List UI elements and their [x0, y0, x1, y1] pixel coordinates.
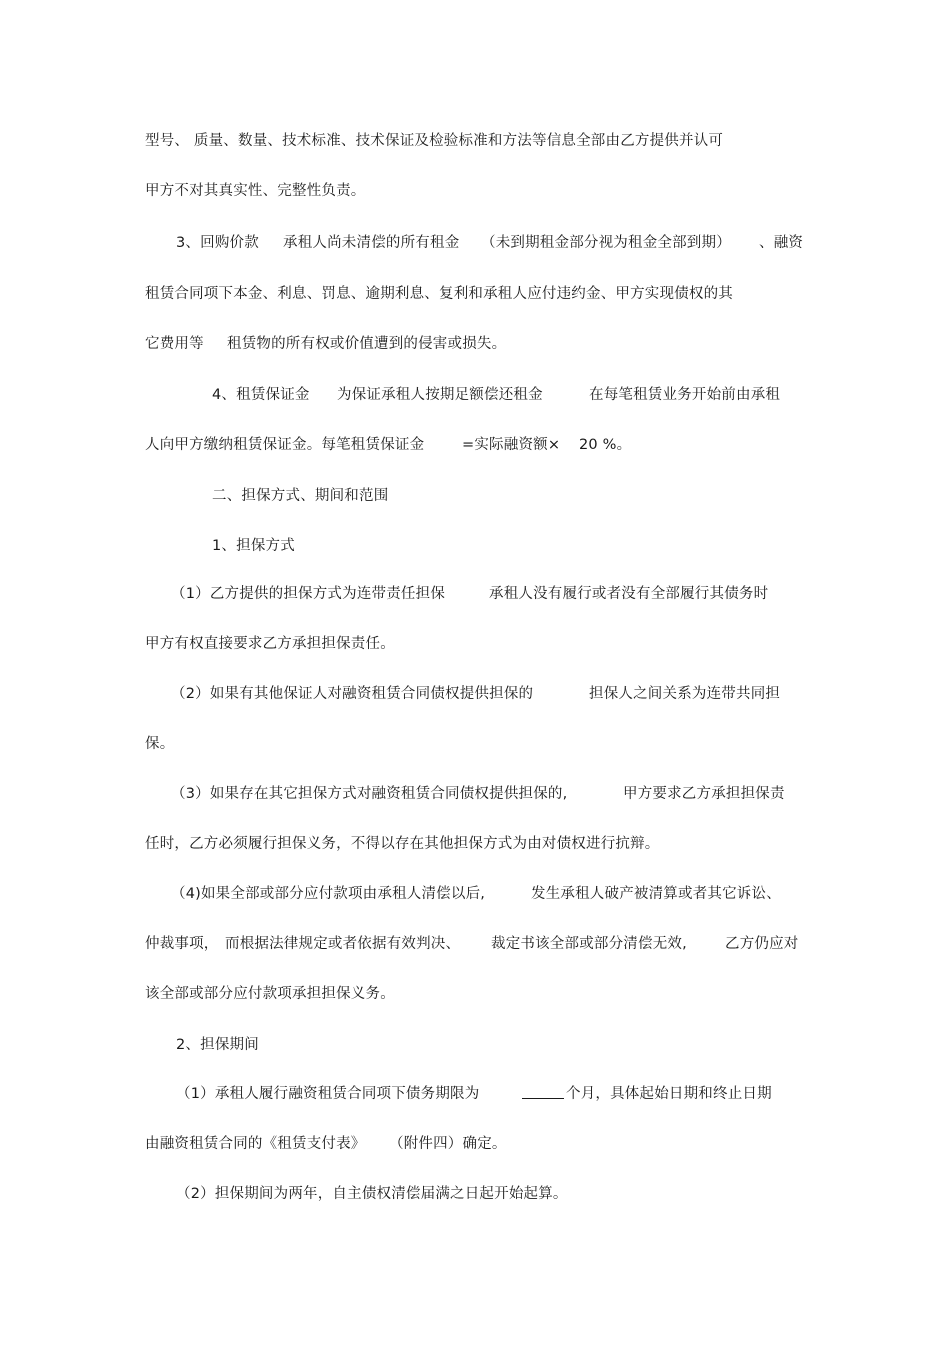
- text-segment: 二、担保方式、期间和范围: [212, 488, 389, 504]
- text-segment: 甲方不对其真实性、完整性负责。: [145, 183, 366, 199]
- text-segment: 个月，具体起始日期和终止日期: [566, 1086, 772, 1102]
- text-segment: 人向甲方缴纳租赁保证金。每笔租赁保证金: [145, 437, 425, 453]
- text-segment: 担保人之间关系为连带共同担: [589, 686, 781, 702]
- text-segment: （1）承租人履行融资租赁合同项下债务期限为: [176, 1086, 480, 1102]
- fill-in-blank: [522, 1084, 564, 1105]
- text-segment: 20 %。: [579, 437, 632, 453]
- section-heading: 4、租赁保证金: [212, 387, 310, 403]
- text-segment: （4)如果全部或部分应付款项由承租人清偿以后,: [171, 886, 486, 902]
- text-segment: 甲方有权直接要求乙方承担担保责任。: [145, 636, 395, 652]
- text-segment: （附件四）确定。: [389, 1136, 507, 1152]
- text-segment: 在每笔租赁业务开始前由承租: [589, 387, 781, 403]
- text-segment: 1、担保方式: [212, 538, 295, 554]
- text-segment: （1）乙方提供的担保方式为连带责任担保: [171, 586, 446, 602]
- text-segment: 由融资租赁合同的《租赁支付表》: [145, 1136, 366, 1152]
- text-segment: =实际融资额×: [462, 437, 561, 453]
- text-segment: 甲方要求乙方承担担保责: [623, 786, 785, 802]
- text-segment: 租赁合同项下本金、利息、罚息、逾期利息、复利和承租人应付违约金、甲方实现债权的其: [145, 286, 733, 302]
- text-segment: （2）担保期间为两年，自主债权清偿届满之日起开始起算。: [176, 1186, 568, 1202]
- text-segment: 承租人尚未清偿的所有租金: [283, 235, 460, 251]
- text-segment: 租赁物的所有权或价值遭到的侵害或损失。: [227, 336, 507, 352]
- text-segment: 为保证承租人按期足额偿还租金: [337, 387, 543, 403]
- section-heading: 3、回购价款: [176, 235, 259, 251]
- text-segment: 保。: [145, 736, 175, 752]
- text-segment: 承租人没有履行或者没有全部履行其债务时: [489, 586, 769, 602]
- text-segment: 乙方仍应对: [725, 936, 799, 952]
- text-segment: 、融资: [759, 235, 804, 251]
- text-segment: （3）如果存在其它担保方式对融资租赁合同债权提供担保的,: [171, 786, 568, 802]
- blank-underline: [522, 1084, 564, 1099]
- text-segment: 发生承租人破产被清算或者其它诉讼、: [531, 886, 781, 902]
- text-segment: 型号、 质量、数量、技术标准、技术保证及检验标准和方法等信息全部由乙方提供并认可: [145, 133, 724, 149]
- text-segment: 它费用等: [145, 336, 204, 352]
- text-segment: 裁定书该全部或部分清偿无效,: [491, 936, 687, 952]
- text-segment: 该全部或部分应付款项承担担保义务。: [145, 986, 395, 1002]
- text-segment: （未到期租金部分视为租金全部到期）: [481, 235, 731, 251]
- text-segment: 而根据法律规定或者依据有效判决、: [225, 936, 461, 952]
- text-segment: 仲裁事项，: [145, 936, 219, 952]
- text-segment: 2、担保期间: [176, 1037, 259, 1053]
- text-segment: （2）如果有其他保证人对融资租赁合同债权提供担保的: [171, 686, 534, 702]
- text-segment: 任时，乙方必须履行担保义务，不得以存在其他担保方式为由对债权进行抗辩。: [145, 836, 660, 852]
